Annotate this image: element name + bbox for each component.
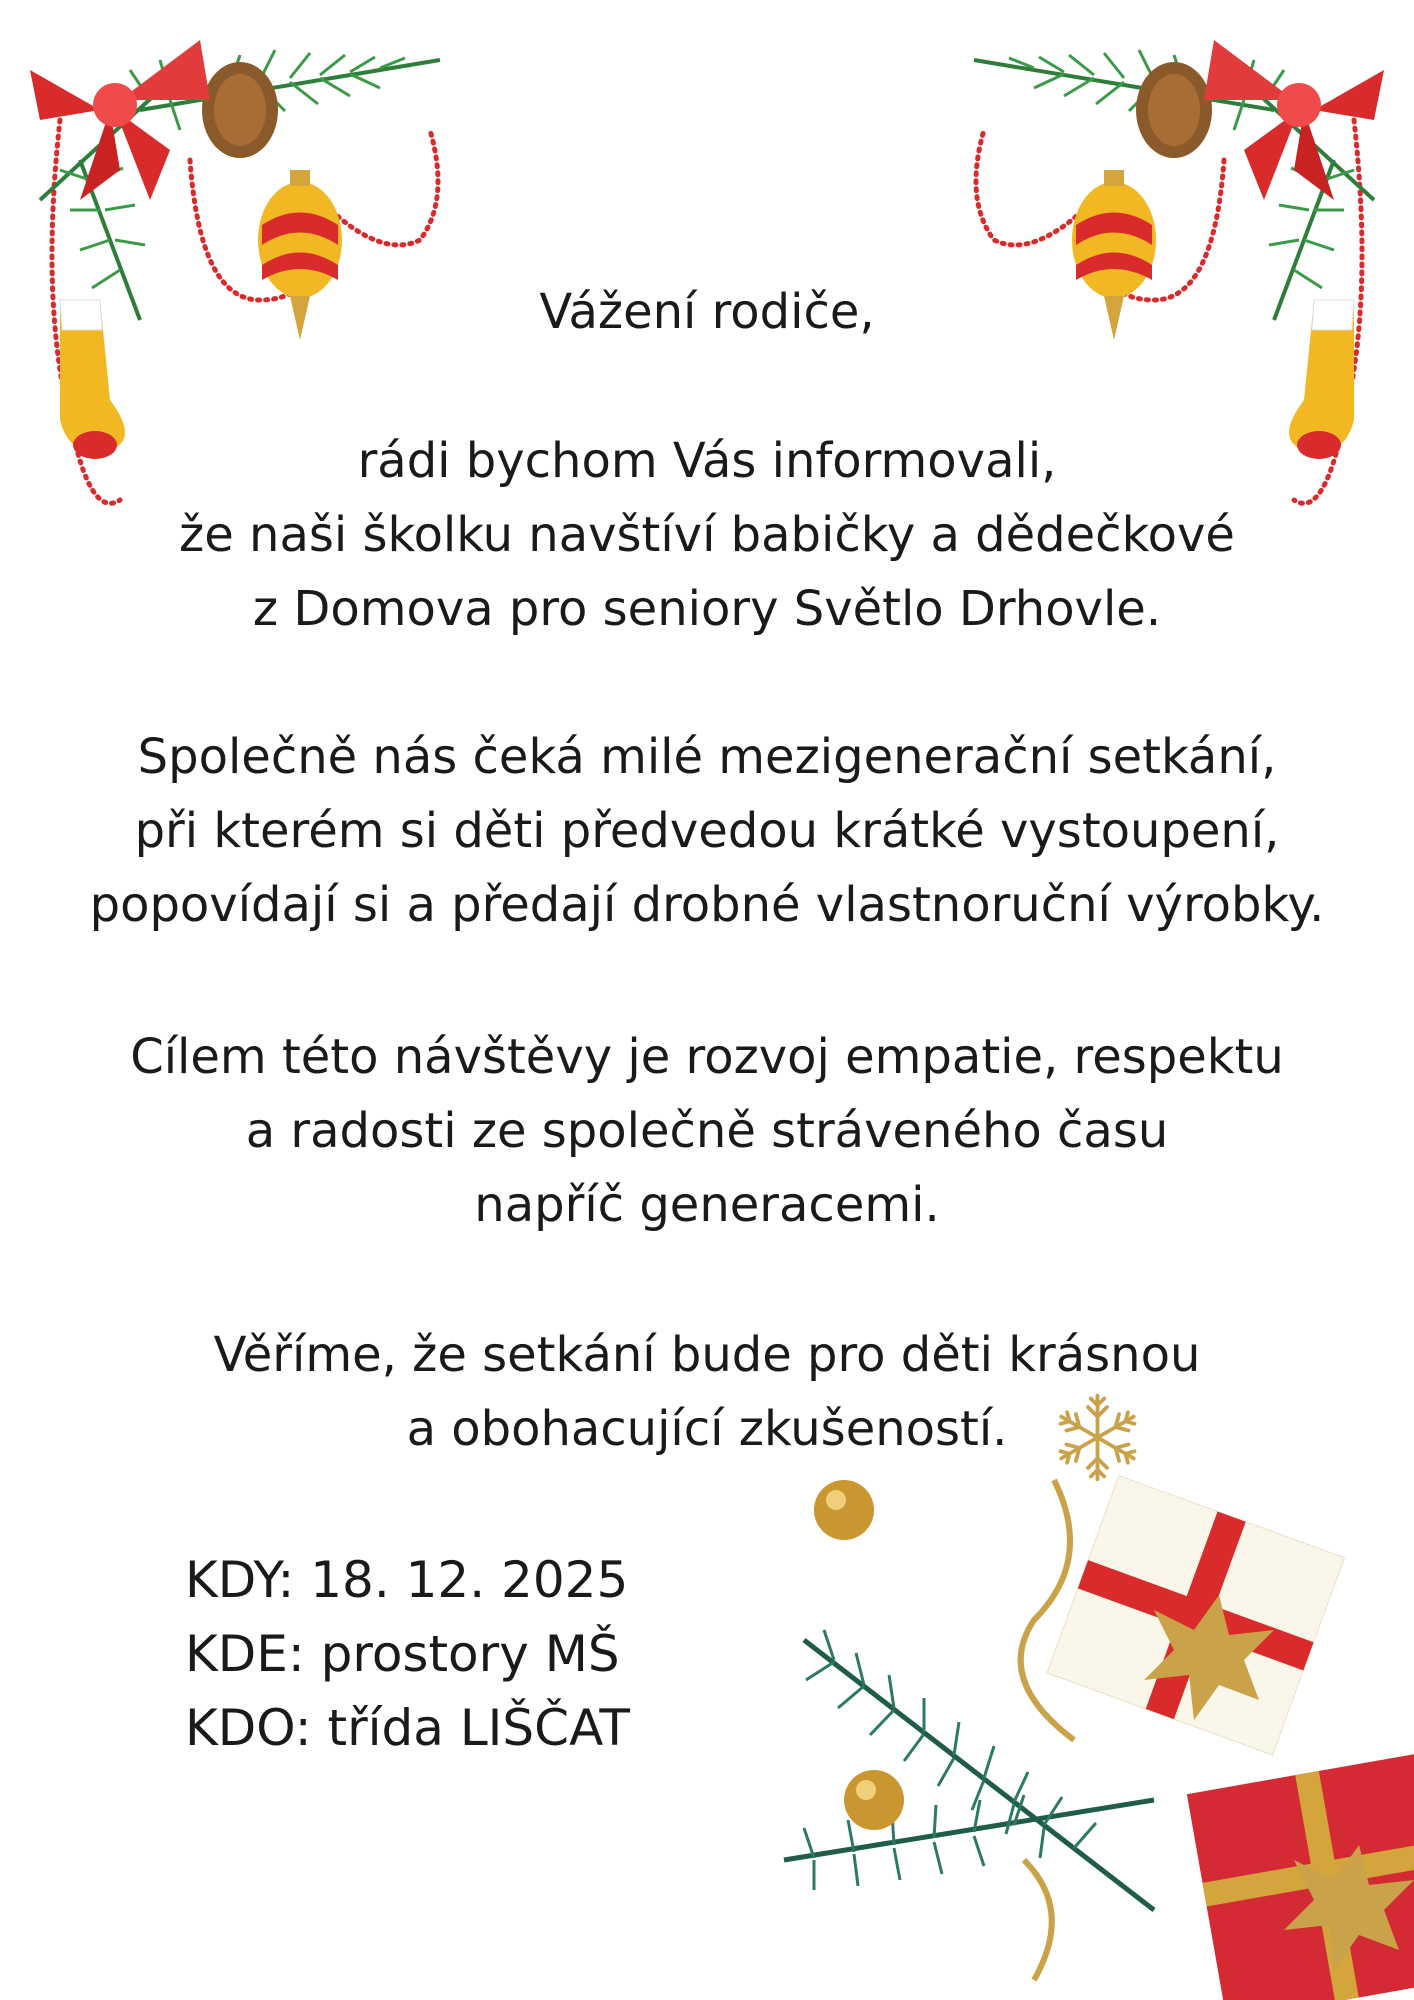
event-place: KDE: prostory MŠ	[185, 1625, 620, 1683]
text-line: a radosti ze společně stráveného času	[245, 1103, 1169, 1159]
letter-paragraph-program	[0, 720, 1414, 942]
text-line: při kterém si děti předvedou krátké vystoupení,	[134, 803, 1280, 859]
event-details	[185, 1543, 630, 1765]
event-class: KDO: třída LIŠČAT	[185, 1699, 630, 1757]
text-line: že naši školku navštíví babičky a dědečkové	[179, 507, 1235, 563]
christmas-gifts-icon	[774, 1440, 1414, 2000]
text-line: popovídají si a předají drobné vlastnoruční výrobky.	[89, 877, 1325, 933]
letter-paragraph-goal	[0, 1020, 1414, 1242]
letter-greeting: Vážení rodiče,	[539, 284, 875, 340]
text-line: rádi bychom Vás informovali,	[357, 433, 1057, 489]
event-date: KDY: 18. 12. 2025	[185, 1551, 629, 1609]
letter-paragraph-invitation	[0, 424, 1414, 646]
text-line: napříč generacemi.	[474, 1177, 940, 1233]
text-line: Společně nás čeká milé mezigenerační setkání,	[137, 729, 1277, 785]
text-line: Cílem této návštěvy je rozvoj empatie, respektu	[130, 1029, 1284, 1085]
text-line: z Domova pro seniory Světlo Drhovle.	[252, 581, 1162, 637]
text-line: Věříme, že setkání bude pro děti krásnou	[213, 1327, 1201, 1383]
text-line: a obohacující zkušeností.	[406, 1401, 1008, 1457]
